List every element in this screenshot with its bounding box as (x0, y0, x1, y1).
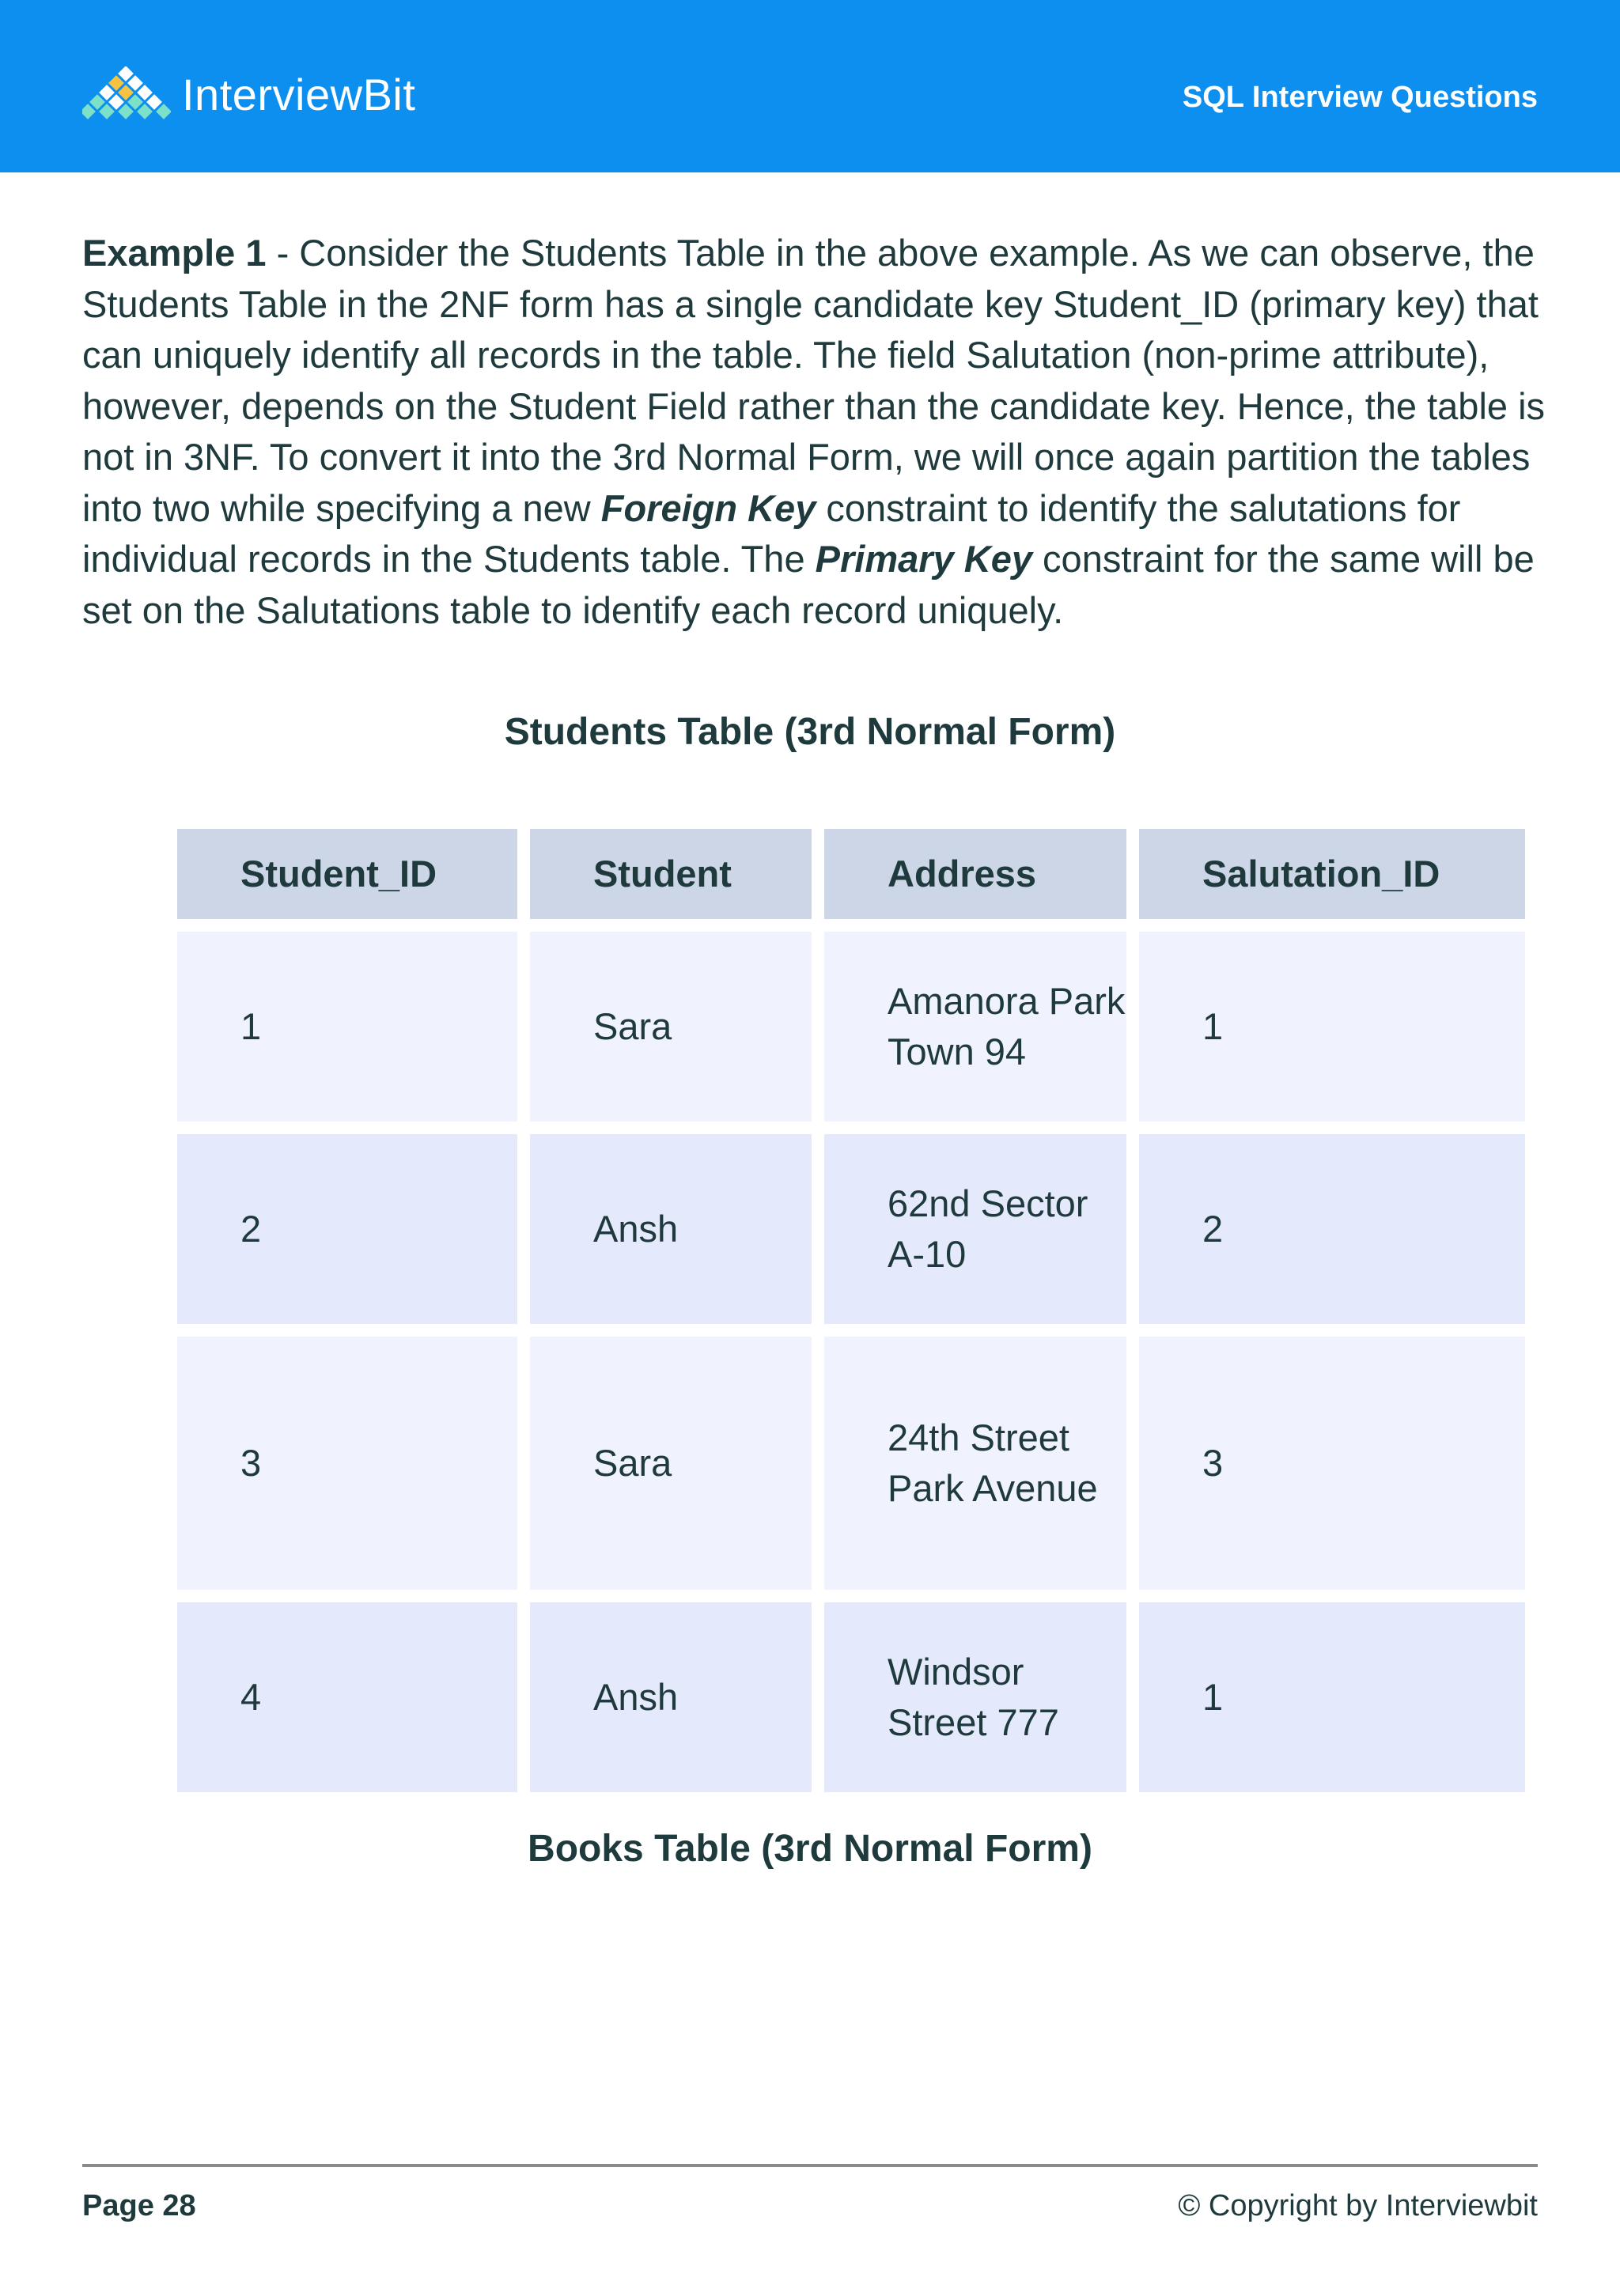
cell-student: Ansh (530, 1134, 812, 1324)
footer-divider (82, 2164, 1538, 2167)
header-student-id: Student_ID (177, 829, 517, 919)
brand-logo[interactable] (82, 65, 415, 123)
example-label: Example 1 (82, 232, 267, 274)
cell-salutation-id: 1 (1139, 1602, 1525, 1792)
table-row (177, 1337, 1525, 1590)
paragraph-text-2: constraint to identify the salutations for individual records in the Students table. The (82, 486, 1461, 580)
page-number: Page 28 (82, 2189, 196, 2222)
body-paragraph (82, 228, 1546, 636)
cell-salutation-id: 1 (1139, 932, 1525, 1122)
cell-address: 24th Street Park Avenue (824, 1337, 1126, 1590)
cell-student: Sara (530, 932, 812, 1122)
cell-student-id: 2 (177, 1134, 517, 1324)
page-header (0, 0, 1620, 172)
foreign-key-term: Foreign Key (600, 486, 816, 529)
header-address: Address (824, 829, 1126, 919)
cell-address: Amanora Park Town 94 (824, 932, 1126, 1122)
cell-salutation-id: 3 (1139, 1337, 1525, 1590)
interviewbit-logo-icon (82, 66, 171, 122)
cell-address: Windsor Street 777 (824, 1602, 1126, 1792)
cell-student-id: 4 (177, 1602, 517, 1792)
brand-name: InterviewBit (182, 69, 416, 119)
table-row (177, 932, 1525, 1122)
table-header-row (177, 829, 1525, 919)
cell-student-id: 1 (177, 932, 517, 1122)
paragraph-text-3: constraint for the same will be set on the Salutations table to identify each record uniquely. (82, 538, 1535, 631)
cell-student: Sara (530, 1337, 812, 1590)
table-row (177, 1134, 1525, 1324)
primary-key-term: Primary Key (815, 538, 1032, 580)
header-student: Student (530, 829, 812, 919)
table-row (177, 1602, 1525, 1792)
students-table (165, 816, 1538, 1805)
cell-address: 62nd Sector A-10 (824, 1134, 1126, 1324)
cell-salutation-id: 2 (1139, 1134, 1525, 1324)
cell-student: Ansh (530, 1602, 812, 1792)
books-table-caption: Books Table (3rd Normal Form) (528, 1828, 1092, 1870)
cell-student-id: 3 (177, 1337, 517, 1590)
students-table-caption: Students Table (3rd Normal Form) (504, 711, 1116, 753)
document-title: SQL Interview Questions (1182, 81, 1538, 114)
copyright-notice: © Copyright by Interviewbit (1178, 2189, 1538, 2222)
header-salutation-id: Salutation_ID (1139, 829, 1525, 919)
paragraph-text-1: - Consider the Students Table in the above example. As we can observe, the Students Table in the 2NF form has a single candidate key Student_ID (primary key) that can uniquely identify all records in the table. The field Salutation (non-prime attribute), however, depends on the Student Field rather than the candidate key. Hence, the table is not in 3NF. To convert it into the 3rd Normal Form, we will once again partition the tables into two while specifying a new (82, 232, 1546, 529)
